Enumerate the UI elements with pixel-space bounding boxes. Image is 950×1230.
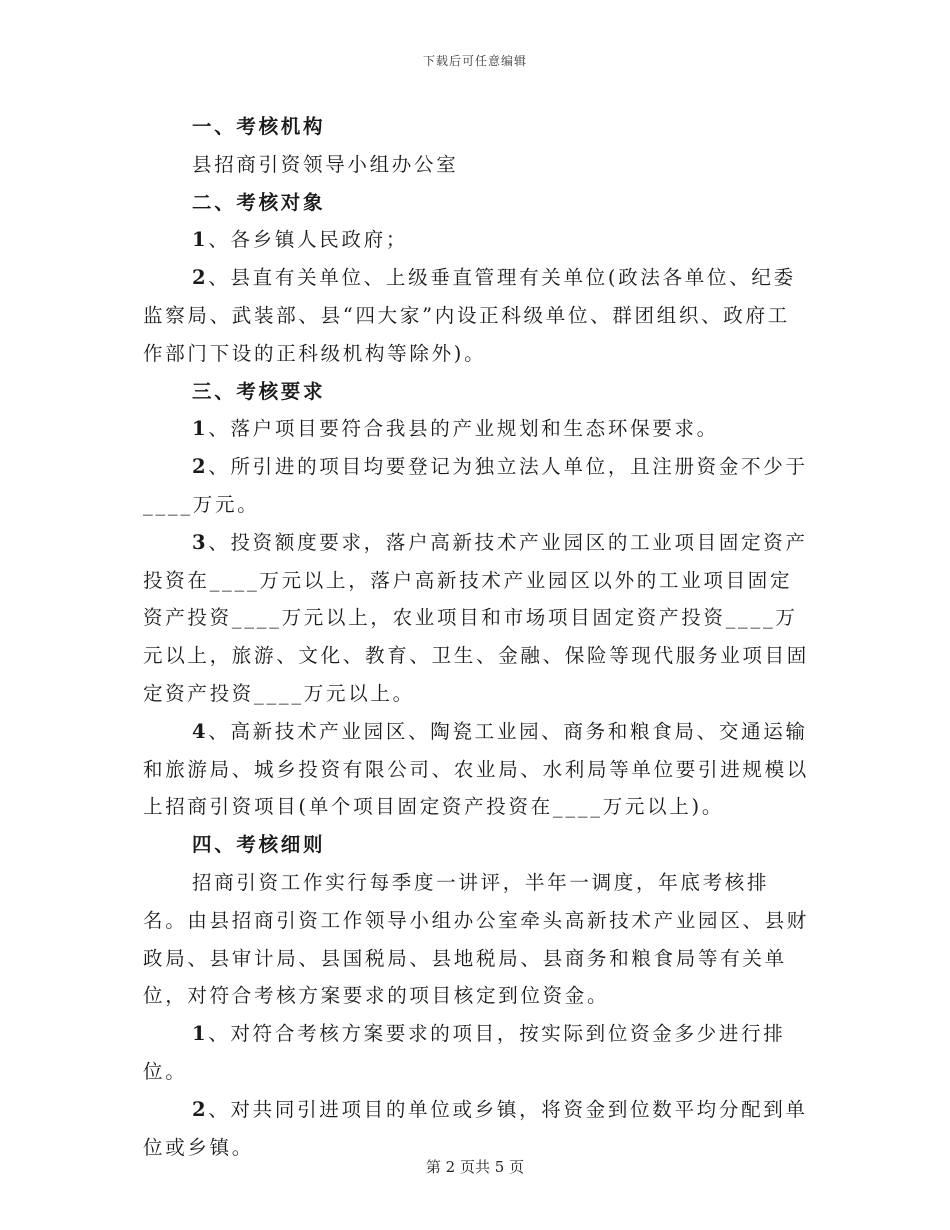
paragraph <box>143 448 810 524</box>
page-footer: 第 2 页共 5 页 <box>425 1158 525 1176</box>
item-number: 2 <box>192 455 209 479</box>
item-number: 1 <box>192 1022 209 1046</box>
section-heading: 二、考核对象 <box>192 190 326 214</box>
paragraph-text: 、县直有关单位、上级垂直管理有关单位(政法各单位、纪委监察局、武装部、县“四大家”内设正科级单位、群团组织、政府工作部门下设的正科级机构等除外)。 <box>143 266 796 365</box>
paragraph <box>143 259 810 372</box>
paragraph <box>143 524 810 713</box>
item-number: 4 <box>192 719 209 743</box>
paragraph-text: 、各乡镇人民政府； <box>208 228 409 252</box>
paragraph-text: 、所引进的项目均要登记为独立法人单位，且注册资金不少于____万元。 <box>143 455 808 516</box>
section-heading: 四、考核细则 <box>192 833 326 857</box>
paragraph-text: 、高新技术产业园区、陶瓷工业园、商务和粮食局、交通运输和旅游局、城乡投资有限公司、农业局、水利局等单位要引进规模以上招商引资项目(单个项目固定资产投资在____万元以上)。 <box>143 719 810 819</box>
paragraph <box>143 864 810 1015</box>
paragraph-text: 、对符合考核方案要求的项目，按实际到位资金多少进行排位。 <box>143 1022 786 1083</box>
document-body <box>143 108 810 1166</box>
paragraph-text: 县招商引资领导小组办公室 <box>192 152 459 176</box>
paragraph <box>143 146 810 184</box>
item-number: 3 <box>192 530 209 554</box>
paragraph-text: 招商引资工作实行每季度一讲评，半年一调度，年底考核排名。由县招商引资工作领导小组办公室牵头高新技术产业园区、县财政局、县审计局、县国税局、县地税局、县商务和粮食局等有关单位，对符合考核方案要求的项目核定到位资金。 <box>143 870 810 1008</box>
item-number: 1 <box>192 228 209 252</box>
paragraph <box>143 713 810 826</box>
paragraph-text: 、对共同引进项目的单位或乡镇，将资金到位数平均分配到单位或乡镇。 <box>143 1097 808 1159</box>
item-number: 2 <box>192 266 209 290</box>
paragraph-text: 、落户项目要符合我县的产业规划和生态环保要求。 <box>208 417 719 441</box>
paragraph <box>143 1091 810 1167</box>
paragraph <box>143 410 810 448</box>
item-number: 2 <box>192 1097 209 1121</box>
item-number: 1 <box>192 417 209 441</box>
paragraph <box>143 1015 810 1091</box>
section-heading: 三、考核要求 <box>192 379 326 403</box>
paragraph-text: 、投资额度要求，落户高新技术产业园区的工业项目固定资产投资在____万元以上，落户高新技术产业园区以外的工业项目固定资产投资____万元以上，农业项目和市场项目固定资产投资____万元以上，旅游、文化、教育、卫生、金融、保险等现代服务业项目固定资产投资____万元以上。 <box>143 530 810 705</box>
page-header: 下载后可任意编辑 <box>422 54 527 68</box>
paragraph <box>143 221 810 259</box>
section-heading: 一、考核机构 <box>192 115 326 138</box>
